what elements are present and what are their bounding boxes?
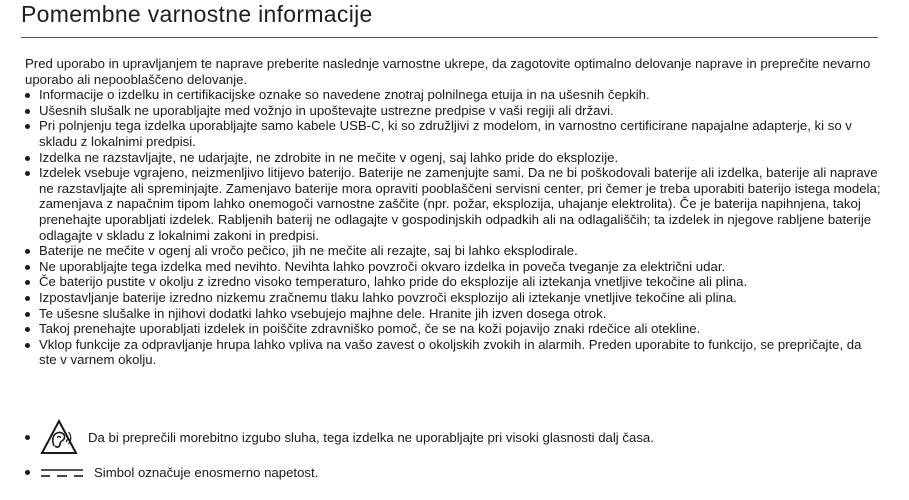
list-item: Izdelka ne razstavljajte, ne udarjajte, ne zdrobite in ne mečite v ogenj, saj lahko pride do eksplozije.: [21, 150, 881, 166]
list-item: Vklop funkcije za odpravljanje hrupa lahko vpliva na vašo zavest o okoljskih zvokih in alarmih. Preden uporabite to funkcijo, se prepričajte, da ste v varnem okolju.: [21, 337, 881, 368]
safety-content: [21, 56, 881, 368]
bullet-dot: [25, 470, 30, 475]
list-item: Ušesnih slušalk ne uporabljajte med vožnjo in upoštevajte ustrezne predpise v vaši regiji ali državi.: [21, 103, 881, 119]
list-item: Baterije ne mečite v ogenj ali vročo pečico, jih ne mečite ali rezajte, saj bi lahko eksplodirale.: [21, 243, 881, 259]
list-item: Izdelek vsebuje vgrajeno, neizmenljivo litijevo baterijo. Baterije ne zamenjujte sami. Da ne bi poškodovali baterije ali izdelka, baterije ali naprave ne razstavljajte ali spreminjajte. Zamenjavo baterije mora opraviti pooblaščeni servisni center, pri čemer je treba uporabiti baterijo istega modela; zamenjava z napačnim tipom lahko onemogoči varnostne zaščite (npr. požar, eksplozija, uhajanje elektrolita). Če je baterija napihnjena, takoj prenehajte uporabljati izdelek. Rabljenih baterij ne odlagajte v gospodinjskih odpadkih ali na odlagališčih; ta izdelek in njegove rabljene baterije odlagajte v skladu z lokalnimi zakoni in predpisi.: [21, 165, 881, 243]
list-item: Pri polnjenju tega izdelka uporabljajte samo kabele USB-C, ki so združljivi z modelom, in varnostno certificirane napajalne adapterje, ki so v skladu z lokalnimi predpisi.: [21, 118, 881, 149]
list-item: Izpostavljanje baterije izredno nizkemu zračnemu tlaku lahko povzroči eksplozijo ali iztekanje vnetljive tekočine ali plina.: [21, 290, 881, 306]
hearing-warning-icon: [40, 419, 78, 455]
dc-symbol-text: Simbol označuje enosmerno napetost.: [94, 465, 319, 480]
hearing-warning-text: Da bi preprečili morebitno izgubo sluha, tega izdelka ne uporabljajte pri visoki glasnosti dalj časa.: [88, 429, 654, 445]
hearing-warning-row: [21, 419, 654, 455]
safety-list: [21, 87, 881, 368]
bullet-dot: [25, 435, 30, 440]
page-title: Pomembne varnostne informacije: [21, 1, 373, 27]
dc-symbol-row: [21, 465, 318, 480]
list-item: Če baterijo pustite v okolju z izredno visoko temperaturo, lahko pride do eksplozije ali iztekanja vnetljive tekočine ali plina.: [21, 274, 881, 290]
title-divider: [21, 37, 878, 38]
direct-current-icon: [40, 467, 84, 479]
intro-paragraph: Pred uporabo in upravljanjem te naprave preberite naslednje varnostne ukrepe, da zagotovite optimalno delovanje naprave in preprečite nevarno uporabo ali nepooblaščeno delovanje.: [25, 56, 871, 87]
list-item: Te ušesne slušalke in njihovi dodatki lahko vsebujejo majhne dele. Hranite jih izven dosega otrok.: [21, 306, 881, 322]
list-item: Informacije o izdelku in certifikacijske oznake so navedene znotraj polnilnega etuija in na ušesnih čepkih.: [21, 87, 881, 103]
list-item: Takoj prenehajte uporabljati izdelek in poiščite zdravniško pomoč, če se na koži pojavijo znaki rdečice ali otekline.: [21, 321, 881, 337]
list-item: Ne uporabljajte tega izdelka med nevihto. Nevihta lahko povzroči okvaro izdelka in poveča tveganje za električni udar.: [21, 259, 881, 275]
